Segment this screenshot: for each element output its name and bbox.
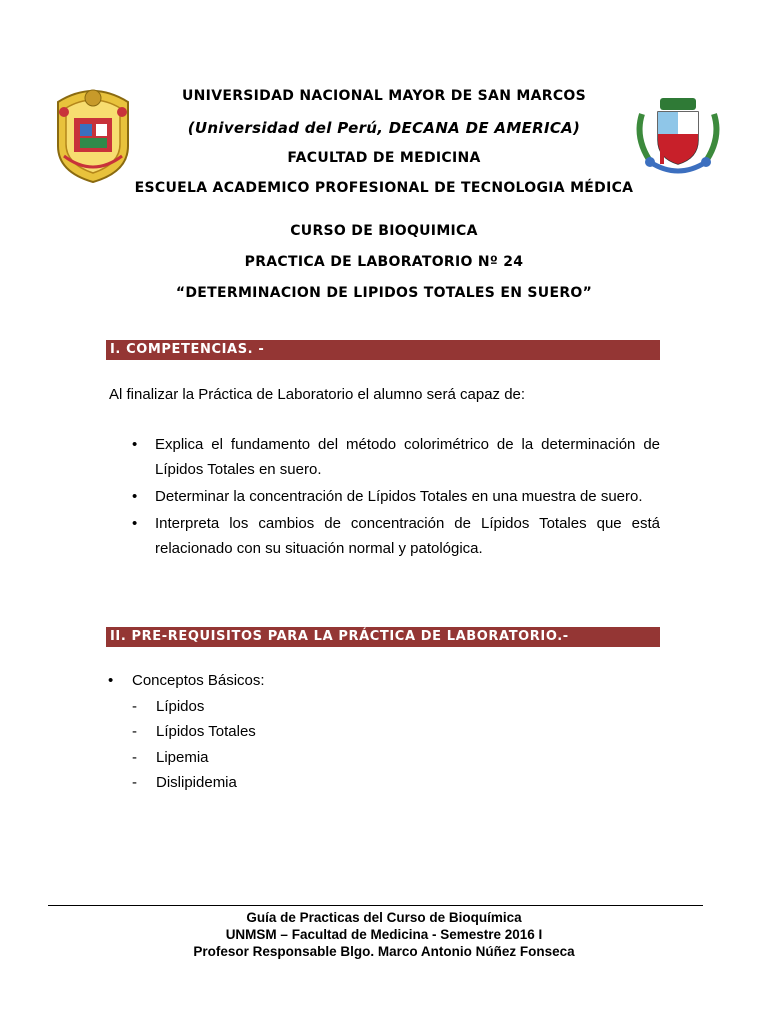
- list-item: • Interpreta los cambios de concentración de Lípidos Totales que está relacionado con su situación normal y patológica.: [108, 511, 660, 561]
- section-competencias-heading: I. COMPETENCIAS. -: [106, 340, 660, 360]
- dash-icon: -: [132, 723, 137, 740]
- dash-icon: -: [132, 697, 137, 715]
- dash-icon: -: [132, 774, 137, 791]
- practice-title: “DETERMINACION DE LIPIDOS TOTALES EN SUERO”: [175, 285, 593, 301]
- school-name: ESCUELA ACADEMICO PROFESIONAL DE TECNOLOGIA MÉDICA: [134, 180, 634, 196]
- faculty-name: FACULTAD DE MEDICINA: [287, 150, 481, 166]
- footer-divider: [48, 905, 703, 906]
- footer-professor: Profesor Responsable Blgo. Marco Antonio Núñez Fonseca: [193, 944, 575, 959]
- practice-number: PRACTICA DE LABORATORIO Nº 24: [244, 254, 524, 270]
- dash-icon: -: [132, 748, 137, 766]
- bullet-icon: •: [132, 488, 138, 505]
- bullet-icon: •: [132, 515, 138, 532]
- bullet-icon: •: [108, 672, 114, 689]
- section-prerequisitos-heading: II. PRE-REQUISITOS PARA LA PRÁCTICA DE LABORATORIO.-: [106, 627, 660, 647]
- course-name: CURSO DE BIOQUIMICA: [290, 223, 478, 239]
- footer-guide: Guía de Practicas del Curso de Bioquímica: [246, 910, 522, 925]
- university-name: UNIVERSIDAD NACIONAL MAYOR DE SAN MARCOS: [182, 88, 586, 104]
- footer-university: UNMSM – Facultad de Medicina - Semestre 2016 I: [225, 927, 543, 942]
- competencias-intro: Al finalizar la Práctica de Laboratorio el alumno será capaz de:: [109, 386, 526, 403]
- university-subtitle: (Universidad del Perú, DECANA DE AMERICA): [187, 119, 581, 137]
- bullet-icon: •: [132, 436, 138, 453]
- list-item: • Determinar la concentración de Lípidos Totales en una muestra de suero.: [108, 484, 660, 509]
- list-item: • Explica el fundamento del método colorimétrico de la determinación de Lípidos Totales en suero.: [108, 432, 660, 482]
- competencias-list: [108, 432, 660, 563]
